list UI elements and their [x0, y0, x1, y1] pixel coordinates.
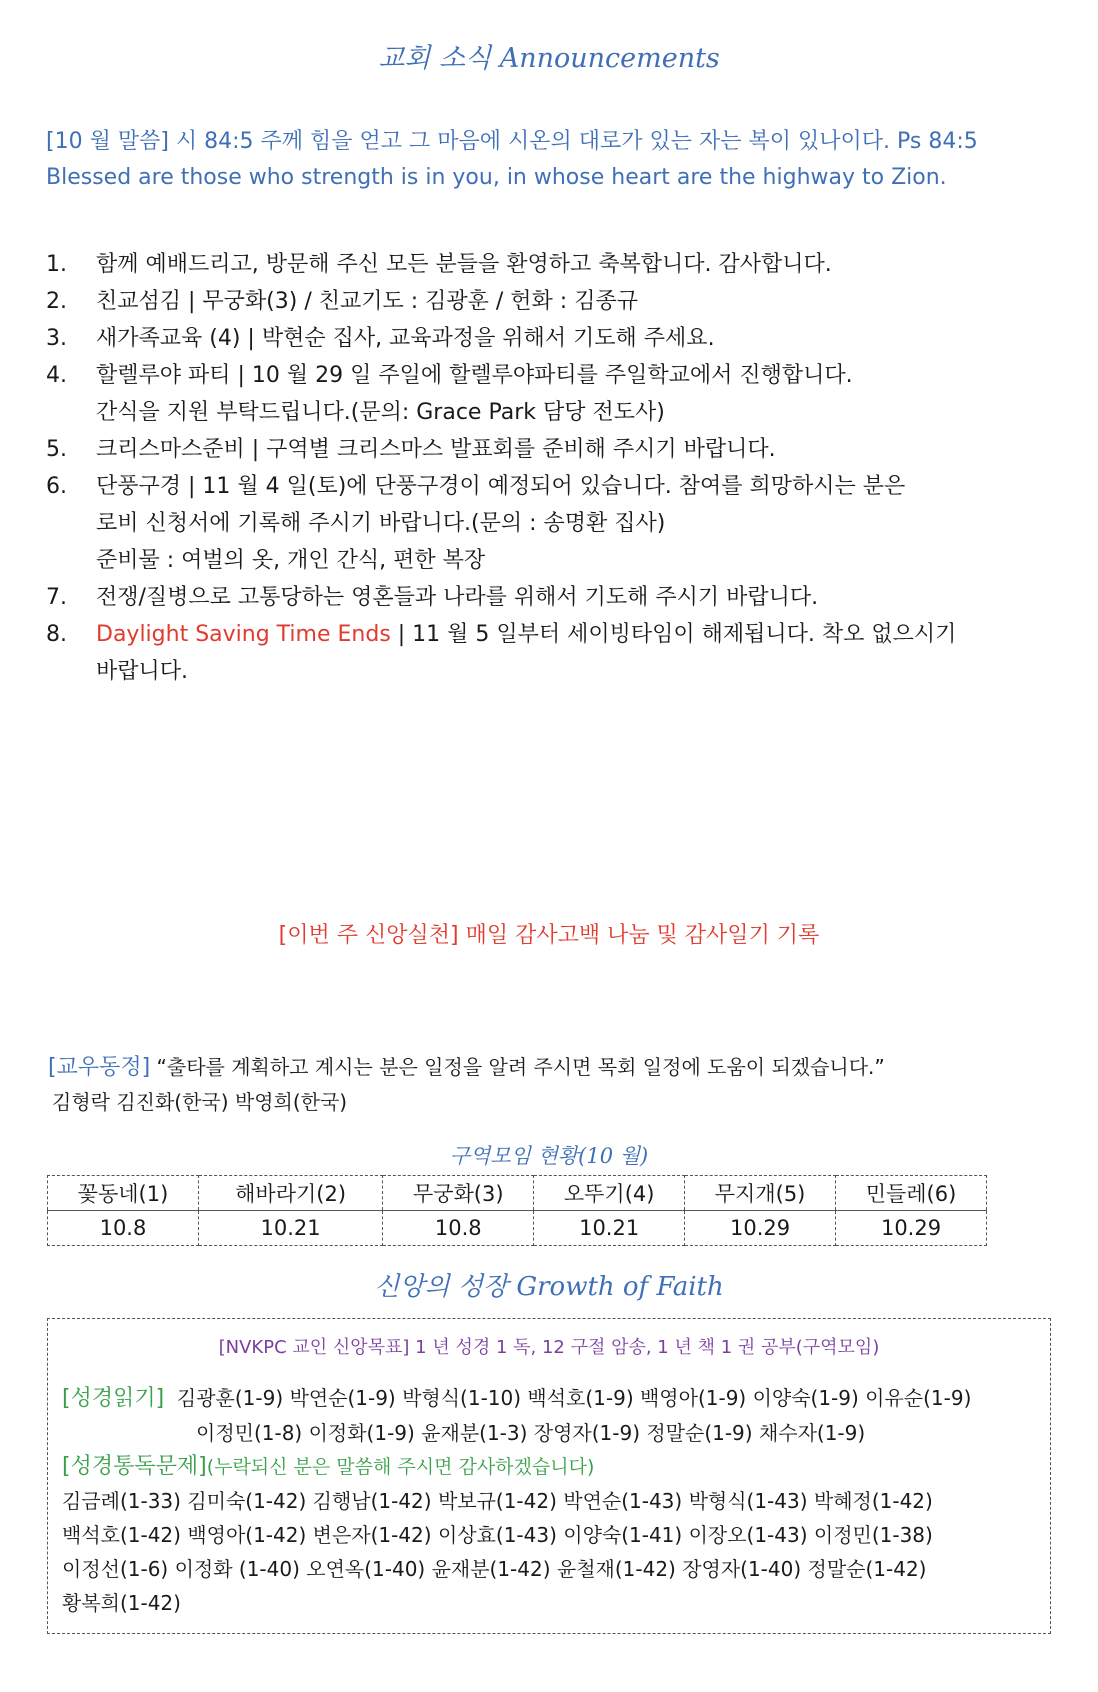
- faith-title: 신앙의 성장 Growth of Faith: [374, 1272, 724, 1302]
- item-text: 크리스마스준비 | 구역별 크리스마스 발표회를 준비해 주시기 바랍니다.: [96, 437, 776, 462]
- dst-text: | 11 월 5 일부터 세이빙타임이 해제됩니다. 착오 없으시기: [390, 622, 957, 647]
- item-number: 6.: [46, 474, 67, 499]
- item-text: 함께 예배드리고, 방문해 주신 모든 분들을 환영하고 축복합니다. 감사합니다.: [96, 252, 832, 277]
- meeting-date: 10.29: [685, 1211, 836, 1246]
- page-title: 교회 소식 Announcements: [378, 43, 720, 74]
- group-name: 무지개(5): [685, 1176, 836, 1211]
- quiz-label: [성경통독문제]: [62, 1454, 207, 1479]
- reading-names: 이정민(1-8) 이정화(1-9) 윤재분(1-3) 장영자(1-9) 정말순(1-9) 채수자(1-9): [196, 1421, 866, 1445]
- item-number: 8.: [46, 622, 67, 647]
- item-number: 7.: [46, 585, 67, 610]
- item-number: 5.: [46, 437, 67, 462]
- quiz-names: 김금례(1-33) 김미숙(1-42) 김행남(1-42) 박보규(1-42) 박연순(1-43) 박형식(1-43) 박혜정(1-42): [62, 1489, 933, 1513]
- member-news-names: 김형락 김진화(한국) 박영희(한국): [52, 1090, 348, 1114]
- item-number: 4.: [46, 363, 67, 388]
- announcement-item: [46, 579, 1056, 616]
- group-status-title: 구역모임 현황(10 월): [449, 1144, 649, 1168]
- announcement-item: [46, 283, 1056, 320]
- item-text: [96, 616, 1056, 653]
- meeting-date: 10.21: [534, 1211, 685, 1246]
- quiz-note: (누락되신 분은 말씀해 주시면 감사하겠습니다): [206, 1456, 595, 1478]
- member-news: [48, 1050, 885, 1119]
- dst-highlight: Daylight Saving Time Ends: [96, 622, 391, 647]
- member-news-tag: [교우동정]: [48, 1055, 151, 1080]
- meeting-date: 10.8: [48, 1211, 199, 1246]
- group-name: 오뚜기(4): [534, 1176, 685, 1211]
- group-status-table: [47, 1175, 987, 1246]
- quiz-names: 황복희(1-42): [62, 1591, 181, 1615]
- meeting-date: 10.21: [198, 1211, 382, 1246]
- monthly-verse: [46, 124, 1086, 196]
- bible-quiz: [62, 1449, 1042, 1620]
- weekly-practice: [이번 주 신앙실천] 매일 감사고백 나눔 및 감사일기 기록: [278, 923, 820, 948]
- announcement-item: [46, 246, 1056, 283]
- announcement-item: [46, 320, 1056, 357]
- verse-english: Blessed are those who strength is in you, in whose heart are the highway to Zion.: [46, 165, 947, 190]
- item-text: 전쟁/질병으로 고통당하는 영혼들과 나라를 위해서 기도해 주시기 바랍니다.: [96, 585, 819, 610]
- item-text: 바랍니다.: [96, 659, 189, 684]
- group-name: 무궁화(3): [383, 1176, 534, 1211]
- reading-label: [성경읽기]: [62, 1386, 165, 1411]
- meeting-date: 10.29: [836, 1211, 987, 1246]
- item-text: 새가족교육 (4) | 박현순 집사, 교육과정을 위해서 기도해 주세요.: [96, 326, 715, 351]
- group-name: 해바라기(2): [198, 1176, 382, 1211]
- group-name: 꽃동네(1): [48, 1176, 199, 1211]
- item-text: 로비 신청서에 기록해 주시기 바랍니다.(문의 : 송명환 집사): [96, 511, 666, 536]
- quiz-names: 이정선(1-6) 이정화 (1-40) 오연옥(1-40) 윤재분(1-42) 윤철재(1-42) 장영자(1-40) 정말순(1-42): [62, 1557, 927, 1581]
- announcement-item: [46, 616, 1056, 690]
- announcement-item: [46, 357, 1056, 431]
- bible-reading: [62, 1381, 1042, 1450]
- item-text: 할렐루야 파티 | 10 월 29 일 주일에 할렐루야파티를 주일학교에서 진행합니다.: [96, 363, 853, 388]
- table-row: [48, 1211, 987, 1246]
- announcement-list: [46, 246, 1056, 690]
- item-text: 준비물 : 여벌의 옷, 개인 간식, 편한 복장: [96, 548, 486, 573]
- item-number: 3.: [46, 326, 67, 351]
- verse-korean: [10 월 말씀] 시 84:5 주께 힘을 얻고 그 마음에 시온의 대로가 있는 자는 복이 있나이다. Ps 84:5: [46, 129, 978, 154]
- member-news-text: “출타를 계획하고 계시는 분은 일정을 알려 주시면 목회 일정에 도움이 되겠습니다.”: [156, 1055, 885, 1079]
- table-header-row: [48, 1176, 987, 1211]
- item-number: 1.: [46, 252, 67, 277]
- item-text: 단풍구경 | 11 월 4 일(토)에 단풍구경이 예정되어 있습니다. 참여를 희망하시는 분은: [96, 474, 906, 499]
- announcement-item: [46, 468, 1056, 579]
- quiz-names: 백석호(1-42) 백영아(1-42) 변은자(1-42) 이상효(1-43) 이양숙(1-41) 이장오(1-43) 이정민(1-38): [62, 1523, 933, 1547]
- faith-goal: [NVKPC 교인 신앙목표] 1 년 성경 1 독, 12 구절 암송, 1 년 책 1 권 공부(구역모임): [218, 1337, 880, 1358]
- meeting-date: 10.8: [383, 1211, 534, 1246]
- item-text: 친교섬김 | 무궁화(3) / 친교기도 : 김광훈 / 헌화 : 김종규: [96, 289, 638, 314]
- faith-box: [47, 1318, 1051, 1634]
- group-name: 민들레(6): [836, 1176, 987, 1211]
- item-text: 간식을 지원 부탁드립니다.(문의: Grace Park 담당 전도사): [96, 400, 665, 425]
- reading-names: 김광훈(1-9) 박연순(1-9) 박형식(1-10) 백석호(1-9) 백영아(1-9) 이양숙(1-9) 이유순(1-9): [176, 1386, 972, 1410]
- item-number: 2.: [46, 289, 67, 314]
- announcement-item: [46, 431, 1056, 468]
